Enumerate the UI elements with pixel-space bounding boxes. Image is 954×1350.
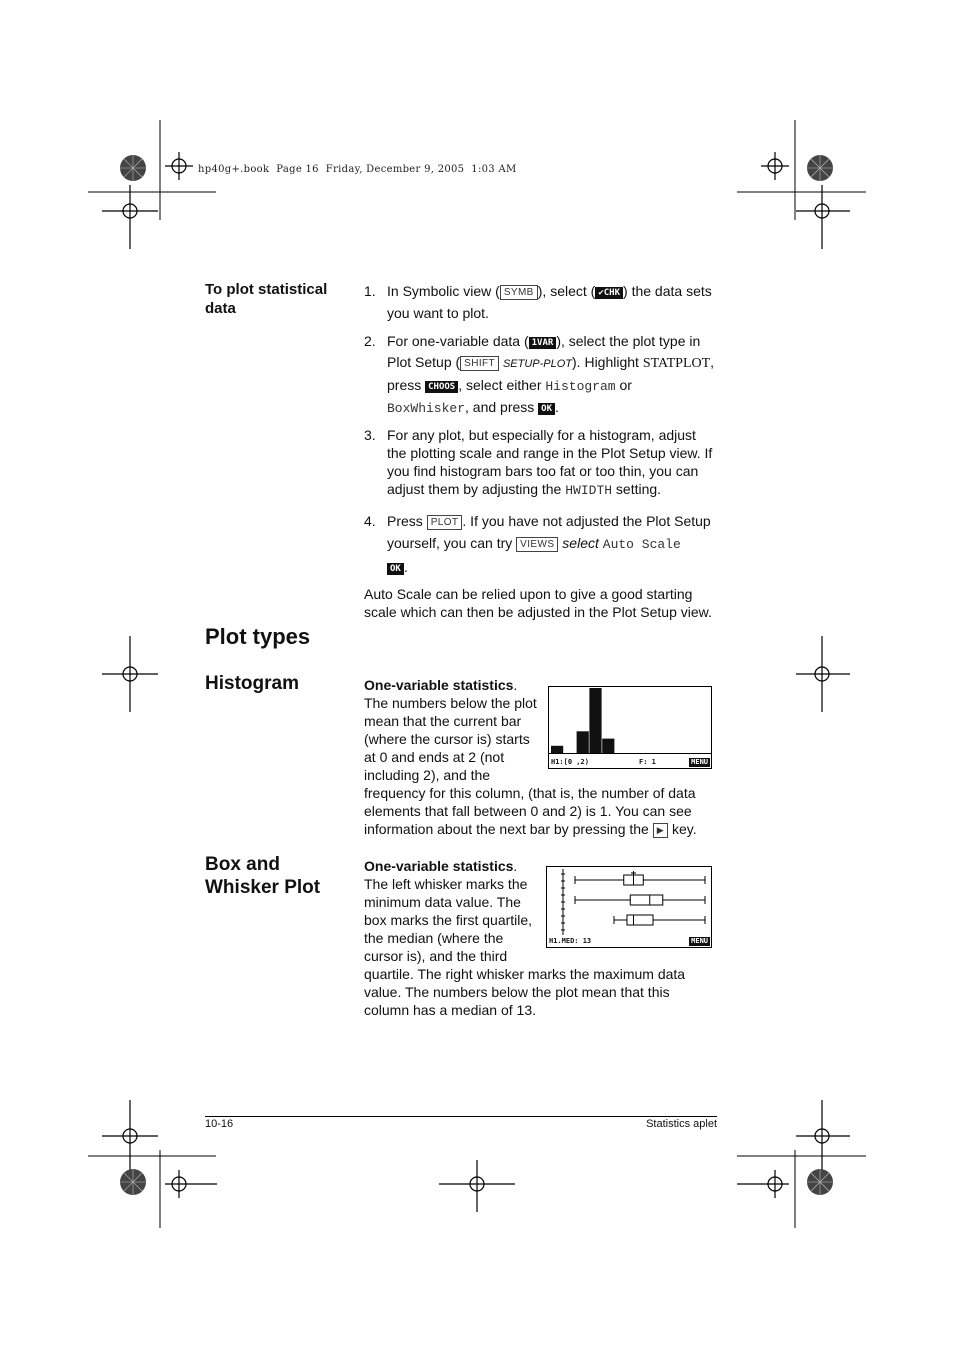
boxwhisker-body: The left whisker marks the minimum data value. The box marks the first quartile, the median (where the cursor is), and the third quartile. The right whisker marks the maximum data value. The numbers below the plot mean that this column has a median of 13.	[364, 876, 686, 1018]
boxwhisker-lead: One-variable statistics	[364, 858, 514, 874]
step-4	[364, 510, 716, 578]
step-text: setting.	[612, 481, 662, 497]
step-text: ) the data sets you want to plot.	[387, 283, 712, 321]
steps-block	[364, 280, 716, 621]
boxwhisker-chart	[547, 867, 711, 947]
right-arrow-key: ▶	[653, 823, 668, 838]
lead-end: .	[513, 858, 518, 874]
step-3	[364, 426, 716, 500]
step-text: ), select (	[537, 283, 596, 299]
box	[627, 915, 653, 925]
step-text: Press	[387, 513, 427, 529]
chapter-title: Statistics aplet	[646, 1118, 717, 1130]
histogram-status-freq: F: 1	[639, 758, 656, 766]
histogram-body-end: key.	[668, 821, 697, 837]
boxwhisker-menu-softkey: MENU	[691, 937, 708, 945]
step-text: , press	[387, 354, 715, 393]
step-number: 2.	[364, 333, 376, 349]
boxwhisker-heading-line2: Whisker Plot	[205, 877, 321, 898]
views-key: VIEWS	[516, 537, 558, 552]
step-number: 4.	[364, 513, 376, 529]
histogram-bar	[551, 746, 563, 753]
histogram-status-left: H1:[0 ,2)	[551, 758, 589, 766]
hwidth-setting: HWIDTH	[565, 483, 613, 498]
histogram-screen	[548, 686, 712, 769]
histogram-menu-softkey: MENU	[691, 758, 708, 766]
step-text: or	[615, 377, 632, 393]
auto-scale-option: Auto Scale	[602, 537, 681, 552]
histogram-text	[364, 676, 716, 838]
print-header: hp40g+.book Page 16 Friday, December 9, 2005 1:03 AM	[198, 164, 517, 175]
symb-key: SYMB	[500, 285, 538, 300]
histogram-chart	[549, 687, 711, 768]
choos-softkey: CHOOS	[425, 381, 458, 393]
step-number: 3.	[364, 427, 376, 443]
histogram-bar	[602, 739, 614, 753]
box	[630, 895, 663, 905]
lead-end: .	[513, 677, 518, 693]
shift-key: SHIFT	[460, 356, 499, 371]
page-number: 10-16	[205, 1118, 234, 1130]
section-title-plot-types: Plot types	[205, 624, 311, 649]
step-text: .	[555, 399, 559, 415]
histogram-option: Histogram	[545, 379, 616, 394]
histogram-bar	[577, 731, 589, 753]
plot-key: PLOT	[427, 515, 463, 530]
step-2	[364, 331, 716, 419]
boxwhisker-text	[364, 857, 716, 1019]
chk-softkey: ✔CHK	[595, 287, 623, 299]
select-word: select	[562, 535, 599, 551]
boxwhisker-status-left: H1.MED: 13	[549, 937, 592, 945]
step-text: . If you have not adjusted the Plot Setup yourself, you can try	[387, 513, 711, 551]
ok-softkey: OK	[538, 403, 555, 415]
boxwhisker-heading	[205, 853, 320, 899]
side-heading-plot-stat-data: To plot statistical data	[205, 281, 328, 317]
footer-rule	[205, 1116, 717, 1117]
histogram-heading: Histogram	[205, 673, 299, 694]
step-text: , select either	[458, 377, 546, 393]
auto-scale-note: Auto Scale can be relied upon to give a good starting scale which can then be adjusted in the Plot Setup view.	[364, 586, 712, 620]
histogram-lead: One-variable statistics	[364, 677, 514, 693]
step-text: ). Highlight	[572, 354, 643, 370]
statplot-label: STATPLOT	[642, 356, 711, 371]
histogram-body: The numbers below the plot mean that the current bar (where the cursor is) starts at 0 and ends at 2 (not including 2), and the frequency for this column, (that is, the number of data elements that fall between 0 and 2) is 1. You can see information about the next bar by pressing the	[364, 695, 696, 837]
step-1	[364, 280, 716, 324]
boxwhisker-option: BoxWhisker	[387, 401, 466, 416]
step-text: In Symbolic view (	[387, 283, 500, 299]
step-number: 1.	[364, 283, 376, 299]
step-text: For any plot, but especially for a histogram, adjust the plotting scale and range in the Plot Setup view. If you find histogram bars too fat or too thin, you can adjust them by adjusting the	[387, 427, 713, 497]
boxwhisker-screen	[546, 866, 712, 948]
boxwhisker-heading-line1: Box and	[205, 854, 280, 875]
step-text: ), select the plot type in Plot Setup (	[387, 333, 701, 370]
ok-softkey: OK	[387, 563, 404, 575]
step-text: For one-variable data (	[387, 333, 529, 349]
step-text: , and press	[465, 399, 539, 415]
step-text: .	[403, 559, 408, 575]
1var-softkey: 1VAR	[529, 337, 557, 349]
setup-plot-label: SETUP-PLOT	[502, 358, 573, 370]
histogram-bar	[589, 688, 601, 753]
